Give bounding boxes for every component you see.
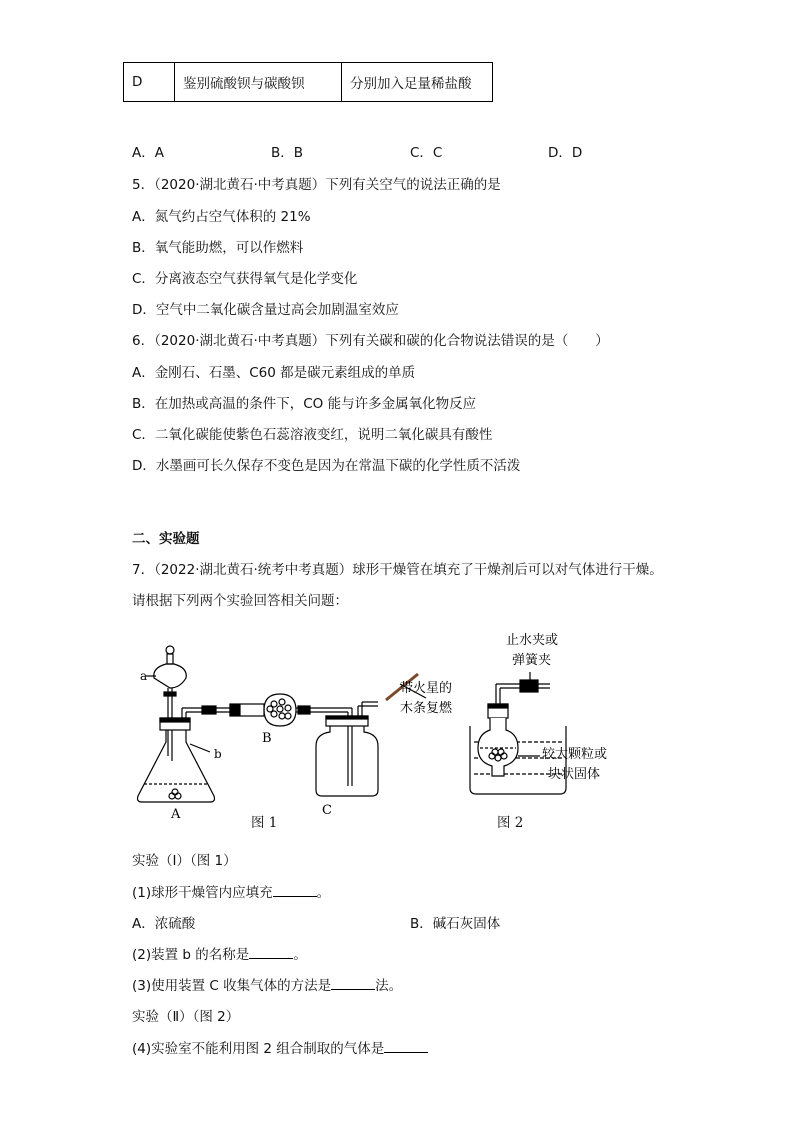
- q7-sub3-end: 法。: [375, 978, 403, 994]
- fig1-label-a: a: [140, 669, 148, 683]
- q4-option-d: D．D: [548, 145, 583, 161]
- q6-option-b: B．在加热或高温的条件下，CO 能与许多金属氧化物反应: [132, 396, 477, 412]
- q7-sub3-text: (3)使用装置 C 收集气体的方法是: [132, 978, 332, 994]
- q6-option-d: D．水墨画可长久保存不变色是因为在常温下碳的化学性质不活泼: [132, 458, 521, 474]
- fig2-solid-label-2: 块状固体: [548, 767, 601, 782]
- q7-sub2-end: 。: [293, 947, 307, 963]
- gas-bottle: [316, 726, 378, 796]
- fig1-splint-label-2: 木条复燃: [400, 701, 453, 716]
- q7-sub1-text: (1)球形干燥管内应填充: [132, 885, 273, 901]
- table-cell-letter: D: [124, 63, 175, 102]
- q7-stem-line1: 7．（2022·湖北黄石·统考中考真题）球形干燥管在填充了干燥剂后可以对气体进行干燥。: [132, 562, 663, 578]
- fig1-label-B: B: [262, 731, 272, 746]
- figure-2-caption: 图 2: [497, 815, 524, 831]
- fig2-solid-label-1: 较大颗粒或: [542, 747, 608, 762]
- section-title: 二、实验题: [132, 531, 200, 547]
- q4-option-b: B．B: [271, 145, 304, 161]
- q7-sub1: [132, 881, 330, 901]
- exp1-title: 实验（Ⅰ）（图 1）: [132, 853, 237, 869]
- q5-option-d: D．空气中二氧化碳含量过高会加剧温室效应: [132, 302, 399, 318]
- q4-option-c: C．C: [410, 145, 443, 161]
- q7-sub2: [132, 943, 307, 963]
- q7-sub1-option-b: B．碱石灰固体: [410, 916, 501, 932]
- answer-blank-2[interactable]: [249, 945, 293, 959]
- drying-tube-bulb: [264, 694, 296, 726]
- q5-option-c: C．分离液态空气获得氧气是化学变化: [132, 271, 358, 287]
- fig2-clip-label-2: 弹簧夹: [512, 653, 552, 668]
- fig1-label-A: A: [171, 807, 181, 822]
- q4-option-a: A．A: [132, 145, 164, 161]
- fig1-splint-label-1: 带火星的: [400, 681, 453, 696]
- q6-option-a: A．金刚石、石墨、C60 都是碳元素组成的单质: [132, 365, 416, 381]
- q5-stem: 5．（2020·湖北黄石·中考真题）下列有关空气的说法正确的是: [132, 177, 501, 193]
- fig1-label-b: b: [214, 747, 222, 761]
- q6-stem: 6．（2020·湖北黄石·中考真题）下列有关碳和碳的化合物说法错误的是（ ）: [132, 333, 609, 349]
- q7-sub4: [132, 1037, 428, 1057]
- conical-flask: [138, 730, 215, 802]
- funnel-tube: [478, 718, 518, 776]
- q5-option-a: A．氮气约占空气体积的 21%: [132, 209, 311, 225]
- fig1-label-C: C: [322, 803, 332, 818]
- q5-option-b: B．氧气能助燃，可以作燃料: [132, 240, 304, 256]
- options-table: [123, 62, 493, 102]
- figure-1-apparatus: [130, 636, 470, 836]
- exp2-title: 实验（Ⅱ）（图 2）: [132, 1009, 240, 1025]
- table-cell-task: 鉴别硫酸钡与碳酸钡: [175, 63, 342, 102]
- q7-sub3: [132, 974, 402, 994]
- q7-sub1-option-a: A．浓硫酸: [132, 916, 196, 932]
- q7-sub1-end: 。: [316, 885, 331, 901]
- figure-2-apparatus: [460, 630, 640, 810]
- q7-sub2-text: (2)装置 b 的名称是: [132, 947, 250, 963]
- answer-blank-4[interactable]: [384, 1039, 428, 1053]
- table-cell-method: 分别加入足量稀盐酸: [342, 63, 493, 102]
- answer-blank-1[interactable]: [273, 883, 317, 897]
- answer-blank-3[interactable]: [331, 976, 375, 990]
- figure-1-caption: 图 1: [251, 815, 278, 831]
- q6-option-c: C．二氧化碳能使紫色石蕊溶液变红，说明二氧化碳具有酸性: [132, 427, 493, 443]
- separatory-funnel: [154, 664, 187, 688]
- q7-stem-line2: 请根据下列两个实验回答相关问题：: [132, 593, 348, 609]
- fig2-clip-label-1: 止水夹或: [506, 633, 559, 648]
- table-row: [124, 63, 493, 102]
- q7-sub4-text: (4)实验室不能利用图 2 组合制取的气体是: [132, 1041, 385, 1057]
